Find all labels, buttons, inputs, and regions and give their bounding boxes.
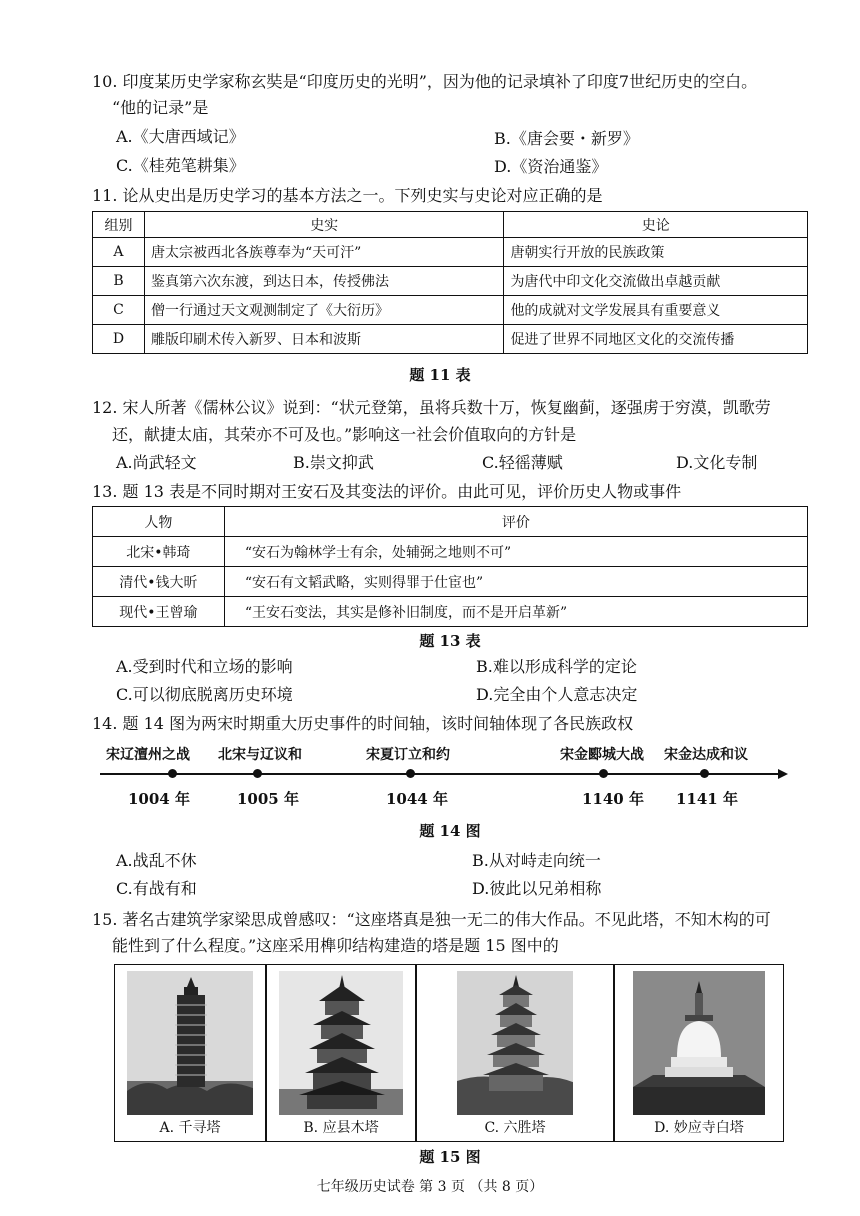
table-row [93, 537, 808, 567]
q14-option-d[interactable]: D.彼此以兄弟相称 [472, 879, 602, 898]
timeline-arrow-icon [778, 769, 788, 779]
table-cell: 北宋•韩琦 [93, 537, 225, 567]
table-cell: C [93, 296, 145, 325]
q12-option-d[interactable]: D.文化专制 [676, 453, 758, 472]
q10-stem-line1: 10. 印度某历史学家称玄奘是“印度历史的光明”，因为他的记录填补了印度7世纪历史的空白。 [92, 72, 758, 91]
yingxian-wooden-pagoda-image [279, 971, 403, 1115]
table-cell: A [93, 238, 145, 267]
table-cell: 促进了世界不同地区文化的交流传播 [504, 325, 808, 354]
q14-option-c[interactable]: C.有战有和 [116, 879, 197, 898]
q15-option-b-label: B. 应县木塔 [303, 1120, 379, 1136]
q14-option-a[interactable]: A.战乱不休 [116, 851, 197, 870]
timeline-event-year: 1004 年 [128, 790, 190, 808]
table-cell: 清代•钱大昕 [93, 567, 225, 597]
table-cell: 唐太宗被西北各族尊奉为“天可汗” [144, 238, 503, 267]
table-cell: 唐朝实行开放的民族政策 [504, 238, 808, 267]
q13-option-b[interactable]: B.难以形成科学的定论 [476, 657, 637, 676]
q12-stem-line1: 12. 宋人所著《儒林公议》说到：“状元登第，虽将兵数十万，恢复幽蓟，逐强虏于穷漠，凯歌劳 [92, 398, 771, 417]
q10-option-d[interactable]: D.《资治通鉴》 [494, 157, 608, 176]
liusheng-pagoda-image [457, 971, 573, 1115]
timeline-event-label: 北宋与辽议和 [218, 747, 302, 763]
table-row [93, 567, 808, 597]
table-cell: B [93, 267, 145, 296]
q15-option-c-photo-cell[interactable] [416, 964, 614, 1142]
q11-header-fact: 史实 [144, 212, 503, 238]
q13-header-evaluation: 评价 [224, 507, 807, 537]
table-row [93, 325, 808, 354]
q14-caption: 题 14 图 [419, 822, 481, 840]
table-row [93, 296, 808, 325]
timeline-dot [168, 769, 177, 778]
table-cell: 僧一行通过天文观测制定了《大衍历》 [144, 296, 503, 325]
q15-option-d-label: D. 妙应寺白塔 [654, 1120, 744, 1136]
q15-stem-line1: 15. 著名古建筑学家梁思成曾感叹：“这座塔真是独一无二的伟大作品。不见此塔，不知木构的可 [92, 910, 771, 929]
miaoying-white-pagoda-image [633, 971, 765, 1115]
q12-option-b[interactable]: B.崇文抑武 [293, 453, 374, 472]
q13-stem: 13. 题 13 表是不同时期对王安石及其变法的评价。由此可见，评价历史人物或事件 [92, 482, 682, 501]
q11-stem: 11. 论从史出是历史学习的基本方法之一。下列史实与史论对应正确的是 [92, 186, 603, 205]
q11-caption: 题 11 表 [409, 366, 471, 384]
timeline-dot [253, 769, 262, 778]
qianxun-pagoda-image [127, 971, 253, 1115]
q13-option-c[interactable]: C.可以彻底脱离历史环境 [116, 685, 293, 704]
timeline-event-label: 宋辽澶州之战 [106, 747, 190, 763]
table-row [93, 597, 808, 627]
q13-header-person: 人物 [93, 507, 225, 537]
q15-option-a-label: A. 千寻塔 [159, 1120, 221, 1136]
timeline-axis [100, 773, 780, 775]
q11-header-group: 组别 [93, 212, 145, 238]
q13-option-a[interactable]: A.受到时代和立场的影响 [116, 657, 293, 676]
q11-header-view: 史论 [504, 212, 808, 238]
q13-caption: 题 13 表 [419, 632, 481, 650]
q11-table-header [93, 212, 808, 238]
q13-table [92, 506, 808, 627]
q10-option-b[interactable]: B.《唐会要・新罗》 [494, 129, 639, 148]
timeline-dot [700, 769, 709, 778]
table-row [93, 238, 808, 267]
timeline-event-year: 1141 年 [676, 790, 738, 808]
q15-stem-line2: 能性到了什么程度。”这座采用榫卯结构建造的塔是题 15 图中的 [112, 936, 559, 955]
table-cell: D [93, 325, 145, 354]
q13-table-header [93, 507, 808, 537]
q12-option-c[interactable]: C.轻徭薄赋 [482, 453, 563, 472]
table-cell: 为唐代中印文化交流做出卓越贡献 [504, 267, 808, 296]
q14-stem: 14. 题 14 图为两宋时期重大历史事件的时间轴，该时间轴体现了各民族政权 [92, 714, 634, 733]
table-cell: 雕版印刷术传入新罗、日本和波斯 [144, 325, 503, 354]
timeline-event-label: 宋夏订立和约 [366, 747, 450, 763]
q15-option-a-photo-cell[interactable] [114, 964, 266, 1142]
q12-option-a[interactable]: A.尚武轻文 [116, 453, 197, 472]
q13-option-d[interactable]: D.完全由个人意志决定 [476, 685, 638, 704]
q11-table [92, 211, 808, 354]
table-cell: “安石为翰林学士有余，处辅弼之地则不可” [224, 537, 807, 567]
q15-option-d-photo-cell[interactable] [614, 964, 784, 1142]
timeline-event-year: 1140 年 [582, 790, 644, 808]
q14-option-b[interactable]: B.从对峙走向统一 [472, 851, 601, 870]
q10-option-a[interactable]: A.《大唐西域记》 [116, 127, 245, 146]
q15-option-c-label: C. 六胜塔 [484, 1120, 546, 1136]
timeline-event-year: 1044 年 [386, 790, 448, 808]
page-footer: 七年级历史试卷 第 3 页 （共 8 页） [316, 1179, 544, 1195]
table-cell: 鉴真第六次东渡，到达日本，传授佛法 [144, 267, 503, 296]
timeline-event-label: 宋金郾城大战 [560, 747, 644, 763]
timeline-dot [599, 769, 608, 778]
timeline-event-year: 1005 年 [237, 790, 299, 808]
table-cell: 现代•王曾瑜 [93, 597, 225, 627]
timeline-event-label: 宋金达成和议 [664, 747, 748, 763]
q10-option-c[interactable]: C.《桂苑笔耕集》 [116, 156, 245, 175]
q12-stem-line2: 还，献捷太庙，其荣亦不可及也。”影响这一社会价值取向的方针是 [112, 425, 577, 444]
timeline-dot [406, 769, 415, 778]
table-cell: “王安石变法，其实是修补旧制度，而不是开启革新” [224, 597, 807, 627]
q10-stem-line2: “他的记录”是 [112, 98, 209, 117]
q15-caption: 题 15 图 [419, 1148, 481, 1166]
table-row [93, 267, 808, 296]
table-cell: “安石有文韬武略，实则得罪于仕宦也” [224, 567, 807, 597]
q15-option-b-photo-cell[interactable] [266, 964, 416, 1142]
table-cell: 他的成就对文学发展具有重要意义 [504, 296, 808, 325]
